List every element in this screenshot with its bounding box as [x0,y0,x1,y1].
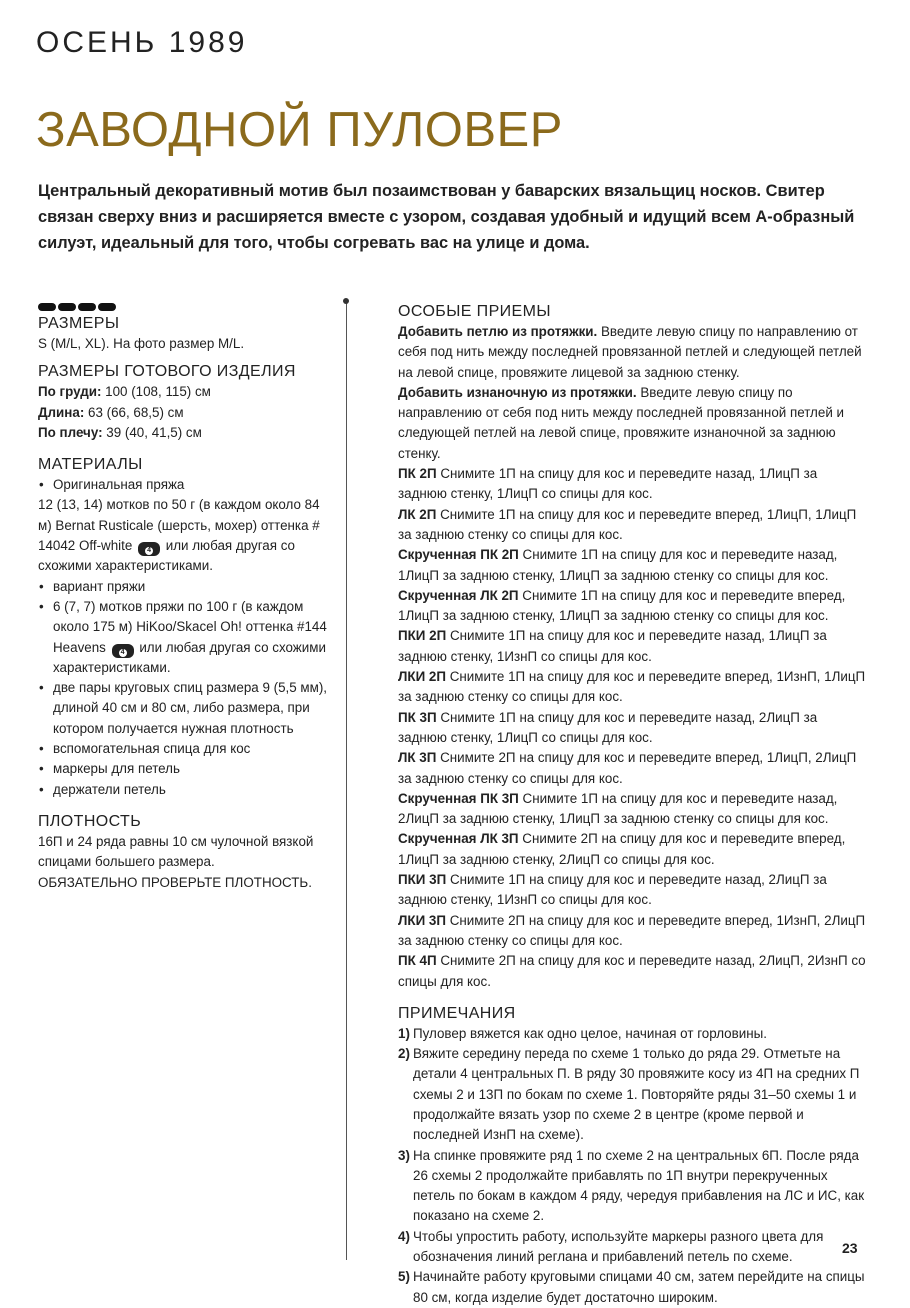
divider-dot [343,298,349,304]
note-item [398,1227,868,1268]
technique-term: Добавить петлю из протяжки. [398,324,598,339]
yarn-weight-number: 4 [119,649,127,657]
technique-desc: Снимите 2П на спицу для кос и переведите вперед, 1ЛицП за заднюю стенку, 2ЛицП со спицы для кос. [398,831,846,867]
technique-item [398,586,868,627]
skill-level-bar [58,303,76,311]
technique-desc: Снимите 1П на спицу для кос и переведите назад, 1ЛицП за заднюю стенку, 1ЛицП за заднюю стенку со спицы для кос. [398,547,838,583]
list-item: • вариант пряжи [38,577,333,597]
technique-term: ПКИ 3П [398,872,447,888]
technique-term: Добавить изнаночную из протяжки. [398,384,637,400]
technique-item [398,870,868,911]
finished-measurements-section [38,362,333,443]
list-item: • вспомогательная спица для кос [38,739,333,759]
yarn-weight-icon [112,644,134,658]
list-item-text: 6 (7, 7) мотков пряжи по 100 г (в каждом около 175 м) HiKoo/Skacel Oh! оттенка #144 Heavens [53,598,327,655]
materials-section [38,455,333,800]
technique-item [398,708,868,749]
skill-level-bar [78,303,96,311]
technique-item [398,911,868,952]
finished-row-value: 63 (66, 68,5) см [84,404,184,420]
note-number: 1) [398,1025,410,1041]
list-item: • две пары круговых спиц размера 9 (5,5 мм), длиной 40 см и 80 см, либо размера, при котором получается нужная плотность [38,678,333,739]
original-yarn-desc [38,495,333,576]
notes-section [398,1004,868,1308]
technique-term: ЛК 3П [398,750,437,766]
technique-desc: Снимите 1П на спицу для кос и переведите назад, 1ЛицП за заднюю стенку, 1ИзнП со спицы для кос. [398,628,827,664]
technique-desc: Снимите 1П на спицу для кос и переведите назад, 2ЛицП за заднюю стенку, 1ЛицП за заднюю стенку со спицы для кос. [398,790,838,827]
techniques-section [398,302,868,992]
skill-level-bar [98,303,116,311]
gauge-warning: ОБЯЗАТЕЛЬНО ПРОВЕРЬТЕ ПЛОТНОСТЬ. [38,874,312,890]
technique-item [398,322,868,383]
note-item [398,1146,868,1227]
technique-desc: Снимите 1П на спицу для кос и переведите вперед, 1ЛицП, 1ЛицП за заднюю стенку со спицы для кос. [398,506,857,542]
right-column [398,302,868,1308]
technique-desc: Снимите 1П на спицу для кос и переведите назад, 1ЛицП за заднюю стенку, 1ЛицП со спицы для кос. [398,466,818,502]
materials-list [38,475,333,495]
technique-term: ЛКИ 3П [398,912,446,928]
technique-item [398,667,868,708]
note-text: На спинке провяжите ряд 1 по схеме 2 на центральных 6П. После ряда 26 схемы 2 продолжайте прибавлять по 1П внутри перекрученных петель по бокам в каждом 4 ряду, чередуя прибавления на ЛС и ИС, как показано на схеме 2. [413,1147,865,1224]
sizes-text: S (M/L, XL). На фото размер M/L. [38,336,245,351]
finished-heading: РАЗМЕРЫ ГОТОВОГО ИЗДЕЛИЯ [38,363,296,381]
technique-term: ПК 2П [398,466,437,482]
technique-term: ЛКИ 2П [398,669,446,685]
technique-item [398,748,868,789]
finished-row-label: По плечу: [38,424,103,440]
yarn-weight-number: 4 [145,547,153,555]
technique-desc: Снимите 2П на спицу для кос и переведите назад, 2ЛицП, 2ИзнП со спицы для кос. [398,953,866,989]
page-title: ЗАВОДНОЙ ПУЛОВЕР [36,103,563,157]
note-text: Вяжите середину переда по схеме 1 только до ряда 29. Отметьте на детали 4 центральных П. В ряду 30 провяжите косу из 4П на средних П схемы 2 и 13П по бокам по схеме 1. Повторяйте ряды 31–50 схемы 1 и продолжайте вязать узор по схеме 2 в центре (кроме первой и последней ИзнП на схеме). [413,1046,860,1143]
note-item [398,1024,868,1044]
finished-row [38,382,333,402]
technique-desc: Снимите 1П на спицу для кос и переведите вперед, 1ЛицП за заднюю стенку, 1ЛицП за заднюю стенку со спицы для кос. [398,587,846,624]
technique-item [398,383,868,464]
technique-item [398,951,868,992]
original-yarn-label: Оригинальная пряжа [53,477,185,493]
materials-heading: МАТЕРИАЛЫ [38,456,143,474]
technique-term: ПК 4П [398,953,437,969]
technique-item [398,464,868,505]
technique-item [398,505,868,546]
page-number: 23 [842,1240,858,1256]
column-divider [346,300,347,1260]
skill-level-bar [38,303,56,311]
technique-item [398,829,868,870]
note-item [398,1044,868,1145]
list-item [38,597,333,678]
yarn-desc-text: 12 (13, 14) мотков по 50 г (в каждом около 84 м) Bernat Rusticale (шерсть, мохер) оттенка # 14042 Off-white [38,497,320,554]
technique-term: ПК 3П [398,709,437,725]
technique-term: Скрученная ПК 2П [398,547,519,563]
technique-desc: Введите левую спицу по направлению от себя под нить между последней провязанной петлей и следующей петлей на левой спице, провяжите изнаночной за заднюю стенку. [398,384,845,461]
note-text: Начинайте работу круговыми спицами 40 см, затем перейдите на спицы 80 см, когда изделие будет достаточно широким. [413,1269,865,1305]
note-number: 3) [398,1147,410,1163]
gauge-text: 16П и 24 ряда равны 10 см чулочной вязкой спицами большего размера. [38,833,314,870]
technique-term: ПКИ 2П [398,628,447,644]
yarn-desc-text: или любая другая со схожими характеристиками. [38,538,295,574]
list-item: • маркеры для петель [38,759,333,779]
technique-desc: Введите левую спицу по направлению от себя под нить между последней провязанной петлей и следующей петлей на левой спице, провяжите лицевой за заднюю стенку. [398,324,862,380]
notes-heading: ПРИМЕЧАНИЯ [398,1004,516,1022]
gauge-heading: ПЛОТНОСТЬ [38,812,142,830]
technique-term: Скрученная ПК 3П [398,790,519,806]
left-column [38,302,333,893]
note-number: 4) [398,1228,410,1244]
list-item-text: или любая другая со схожими характеристиками. [53,639,326,675]
finished-row [38,423,333,443]
finished-row [38,403,333,423]
note-text: Чтобы упростить работу, используйте маркеры разного цвета для обозначения линий реглана и прибавлений петель по схеме. [413,1228,824,1265]
finished-row-value: 100 (108, 115) см [101,384,211,400]
note-item [398,1267,868,1308]
technique-item [398,789,868,830]
note-text: Пуловер вяжется как одно целое, начиная от горловины. [413,1025,767,1041]
intro-paragraph: Центральный декоративный мотив был позаимствован у баварских вязальщиц носков. Свитер связан сверху вниз и расширяется вместе с узором, создавая удобный и идущий всем А-образный силуэт, идеальный для того, чтобы согревать вас на улице и дома. [38,182,855,252]
sizes-section [38,314,333,354]
list-item: • держатели петель [38,780,333,800]
technique-term: ЛК 2П [398,506,437,522]
finished-row-label: Длина: [38,404,85,420]
materials-list [38,577,333,800]
technique-desc: Снимите 1П на спицу для кос и переведите назад, 2ЛицП за заднюю стенку, 1ЛицП со спицы для кос. [398,709,818,745]
technique-term: Скрученная ЛК 3П [398,831,519,847]
section-label: ОСЕНЬ 1989 [36,26,248,59]
technique-desc: Снимите 2П на спицу для кос и переведите вперед, 1ЛицП, 2ЛицП за заднюю стенку со спицы для кос. [398,750,857,786]
list-item [38,475,333,495]
techniques-heading: ОСОБЫЕ ПРИЕМЫ [398,303,551,320]
notes-list [398,1024,868,1308]
technique-item [398,545,868,586]
yarn-weight-icon [138,542,160,556]
technique-desc: Снимите 2П на спицу для кос и переведите вперед, 1ИзнП, 2ЛицП за заднюю стенку со спицы для кос. [398,912,866,948]
finished-row-label: По груди: [38,384,102,400]
technique-desc: Снимите 1П на спицу для кос и переведите назад, 2ЛицП за заднюю стенку, 1ИзнП со спицы для кос. [398,872,827,908]
sizes-heading: РАЗМЕРЫ [38,315,120,332]
note-number: 2) [398,1046,410,1062]
skill-level-indicator [38,302,333,312]
finished-row-value: 39 (40, 41,5) см [102,424,202,440]
technique-desc: Снимите 1П на спицу для кос и переведите вперед, 1ИзнП, 1ЛицП за заднюю стенку со спицы для кос. [398,669,866,705]
technique-item [398,626,868,667]
technique-term: Скрученная ЛК 2П [398,587,519,603]
note-number: 5) [398,1269,410,1285]
gauge-section [38,812,333,893]
